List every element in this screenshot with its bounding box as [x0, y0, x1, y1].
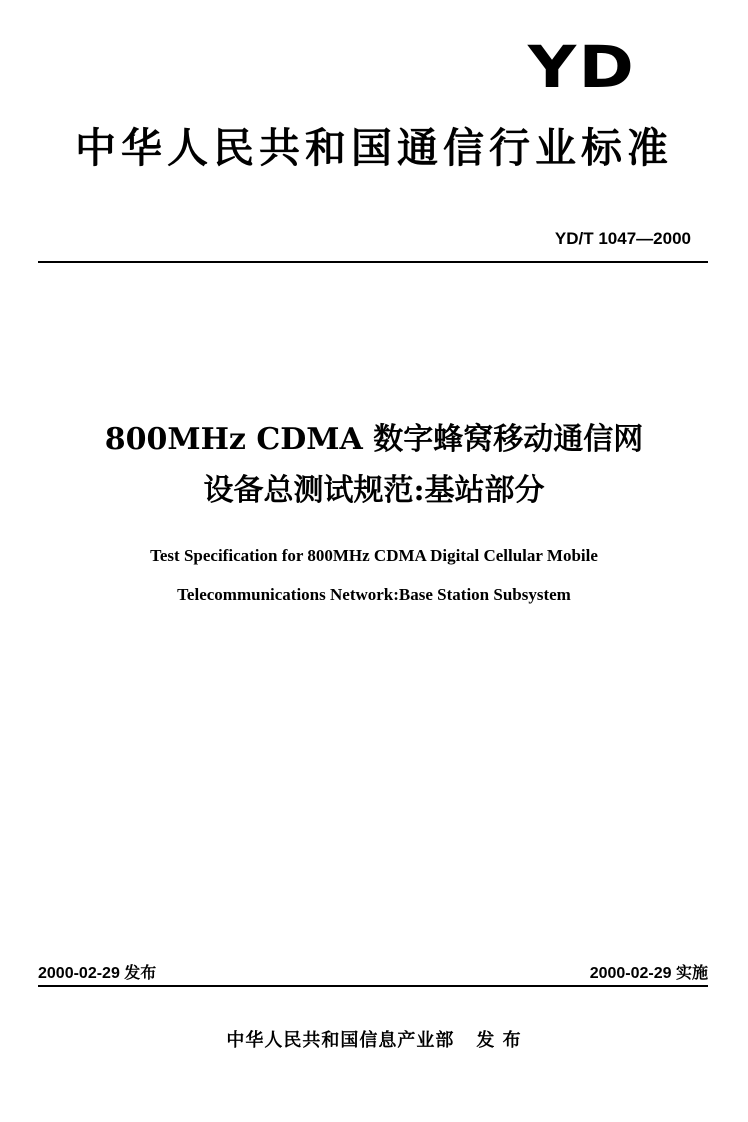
issuer-action: 发 布 — [476, 1030, 522, 1051]
chinese-title-line-2: 设备总测试规范:基站部分 — [203, 473, 545, 508]
issuer-name: 中华人民共和国信息产业部 — [226, 1030, 455, 1051]
yd-logo: YD — [527, 33, 636, 101]
bottom-divider — [38, 985, 708, 987]
implementation-date: 2000-02-29 实施 — [589, 965, 708, 982]
issue-date: 2000-02-29 发布 — [38, 965, 157, 982]
issuer-line — [0, 1026, 748, 1052]
english-title-line-2: Telecommunications Network:Base Station Subsystem — [177, 585, 571, 604]
standard-category-title: 中华人民共和国通信行业标准 — [75, 124, 673, 172]
top-divider — [38, 261, 708, 263]
chinese-title-line-1: 800MHz CDMA 数字蜂窝移动通信网 — [104, 422, 644, 457]
standard-number: YD/T 1047—2000 — [554, 229, 691, 248]
english-title-line-1: Test Specification for 800MHz CDMA Digital Cellular Mobile — [150, 546, 598, 565]
